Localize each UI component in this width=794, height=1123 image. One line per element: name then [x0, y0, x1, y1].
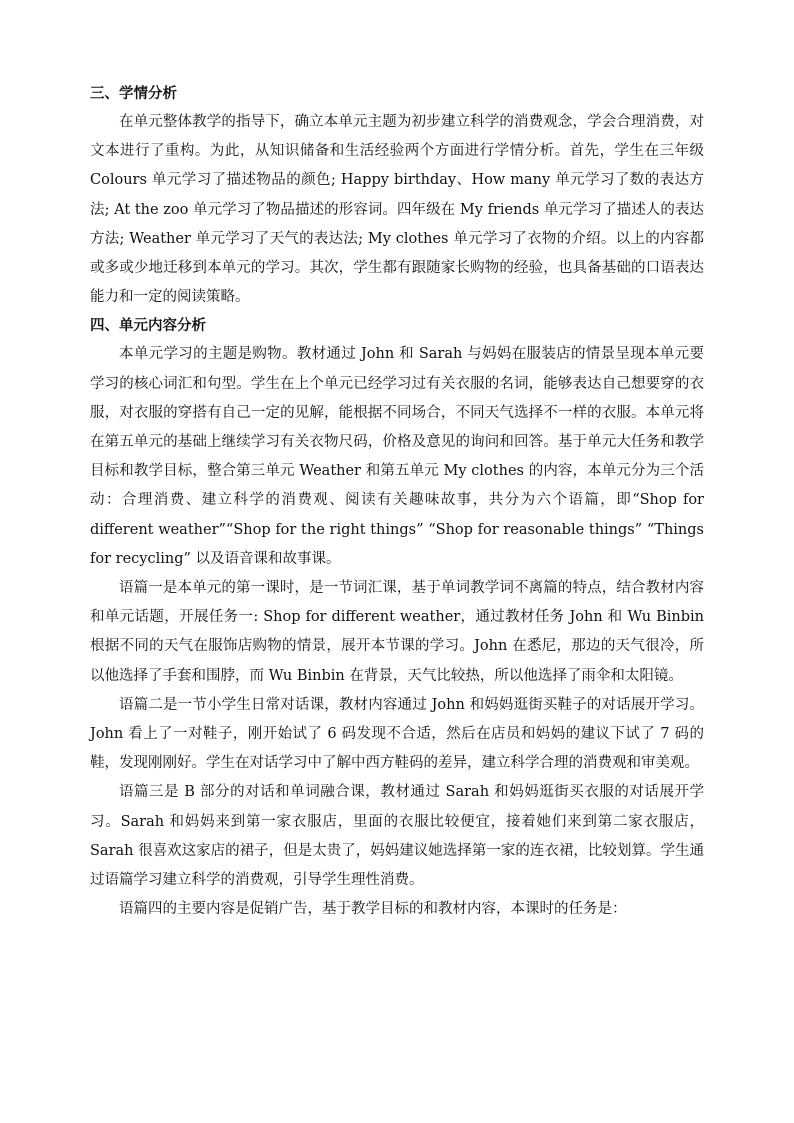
paragraph: 本单元学习的主题是购物。教材通过 John 和 Sarah 与妈妈在服装店的情景呈现本单元要学习的核心词汇和句型。学生在上个单元已经学习过有关衣服的名词，能够表达自己想要穿的衣服，对衣服的穿搭有自己一定的见解，能根据不同场合，不同天气选择不一样的衣服。本单元将在第五单元的基础上继续学习有关衣物尺码，价格及意见的询问和回答。基于单元大任务和教学目标和教学目标，整合第三单元 Weather 和第五单元 My clothes 的内容，本单元分为三个活动：合理消费、建立科学的消费观、阅读有关趣味故事，共分为六个语篇，即“Shop for different weather”“Shop for the right things” “Shop for reasonable things” “Things for recycling” 以及语音课和故事课。 — [90, 346, 704, 567]
paragraph: 语篇三是 B 部分的对话和单词融合课，教材通过 Sarah 和妈妈逛街买衣服的对话展开学习。Sarah 和妈妈来到第一家衣服店，里面的衣服比较便宜，接着她们来到第二家衣服店，Sarah 很喜欢这家店的裙子，但是太贵了，妈妈建议她选择第一家的连衣裙，比较划算。学生通过语篇学习建立科学的消费观，引导学生理性消费。 — [90, 784, 704, 889]
section-heading-learner-analysis: 三、学情分析 — [90, 86, 177, 102]
document-body — [90, 80, 704, 924]
paragraph: 语篇四的主要内容是促销广告，基于教学目标的和教材内容，本课时的任务是： — [119, 901, 627, 918]
paragraph: 语篇二是一节小学生日常对话课，教材内容通过 John 和妈妈逛街买鞋子的对话展开学习。John 看上了一对鞋子，刚开始试了 6 码发现不合适，然后在店员和妈妈的建议下试了 7 码的鞋，发现刚刚好。学生在对话学习中了解中西方鞋码的差异，建立科学合理的消费观和审美观。 — [90, 696, 704, 772]
paragraph: 语篇一是本单元的第一课时，是一节词汇课，基于单词教学词不离篇的特点，结合教材内容和单元话题，开展任务一: Shop for different weather，通过教材任务 John 和 Wu Binbin 根据不同的天气在服饰店购物的情景，展开本节课的学习。John 在悉尼，那边的天气很冷，所以他选择了手套和围脖，而 Wu Binbin 在背景，天气比较热，所以他选择了雨伞和太阳镜。 — [90, 580, 704, 684]
section-heading-unit-content-analysis: 四、单元内容分析 — [90, 318, 206, 335]
paragraph: 在单元整体教学的指导下，确立本单元主题为初步建立科学的消费观念，学会合理消费，对文本进行了重构。为此，从知识储备和生活经验两个方面进行学情分析。首先，学生在三年级 Colours 单元学习了描述物品的颜色; Happy birthday、How many 单元学习了数的表达方法; At the zoo 单元学习了物品描述的形容词。四年级在 My friends 单元学习了描述人的表达方法; Weather 单元学习了天气的表达法; My clothes 单元学习了衣物的介绍。以上的内容都或多或少地迁移到本单元的学习。其次，学生都有跟随家长购物的经验，也具备基础的口语表达能力和一定的阅读策略。 — [90, 114, 704, 306]
